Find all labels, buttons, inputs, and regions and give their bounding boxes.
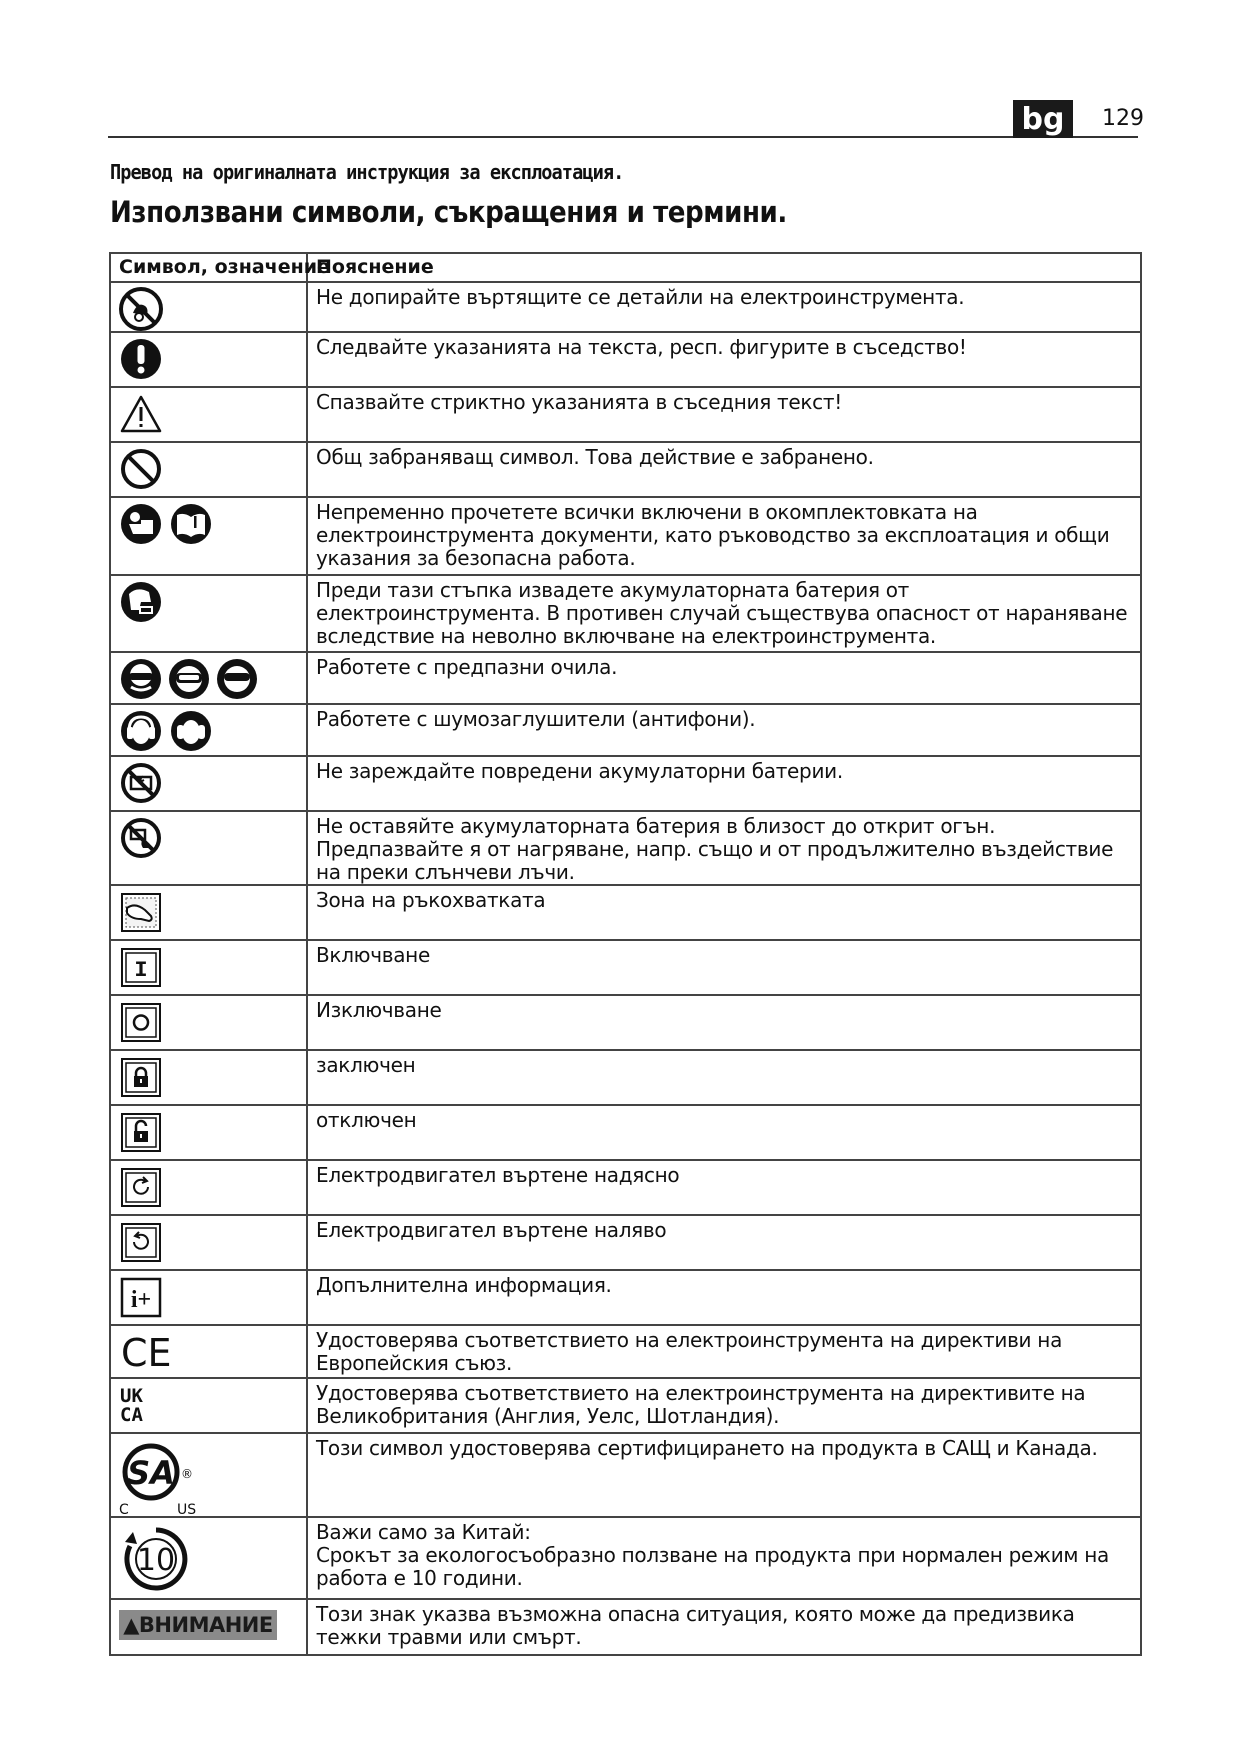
- ukca-mark-icon: [119, 1383, 163, 1427]
- row-text: Допълнителна информация.: [316, 1273, 612, 1297]
- table-row: [110, 1270, 1141, 1325]
- table-row: [110, 282, 1141, 332]
- warning-badge-icon: ▲ВНИМАНИЕ: [119, 1610, 277, 1640]
- china-years-text: 10: [136, 1543, 176, 1578]
- lock-open-icon: [119, 1110, 163, 1154]
- no-touch-rotating-icon: [119, 287, 163, 331]
- row-text: Работете с шумозаглушители (антифони).: [316, 707, 756, 731]
- exclamation-icon: [119, 337, 163, 381]
- row-text: отключен: [316, 1108, 417, 1132]
- read-manual-icon: [119, 502, 215, 546]
- grip-area-icon: [119, 890, 163, 934]
- info-plus-glyph: i+: [130, 1287, 152, 1313]
- symbols-table: [109, 252, 1142, 1656]
- table-row: [110, 704, 1141, 756]
- csa-c-text: C: [119, 1502, 129, 1518]
- row-text: Не зареждайте повредени акумулаторни батерии.: [316, 759, 843, 783]
- row-text: Спазвайте стриктно указанията в съседния текст!: [316, 390, 842, 414]
- table-row: [110, 940, 1141, 995]
- csa-us-text: US: [177, 1502, 197, 1518]
- ear-protection-icon: [119, 709, 215, 753]
- page-title: Използвани символи, съкращения и термини.: [110, 195, 787, 229]
- rotate-left-icon: [119, 1220, 163, 1264]
- no-fire-battery-icon: [119, 816, 163, 860]
- row-text: Не оставяйте акумулаторната батерия в близост до открит огън. Предпазвайте я от нагряване, напр. също и от продължително въздействие на преки слънчеви лъчи.: [316, 814, 1114, 884]
- header-symbol: Символ, означение: [110, 253, 307, 282]
- row-text: Не допирайте въртящите се детайли на електроинструмента.: [316, 285, 965, 309]
- row-text: Електродвигател въртене надясно: [316, 1163, 680, 1187]
- no-charge-damaged-battery-icon: [119, 761, 163, 805]
- row-text: Преди тази стъпка извадете акумулаторната батерия от електроинструмента. В противен случай съществува опасност от нараняване вследствие на неволно включване на електроинструмента.: [316, 578, 1128, 648]
- row-text: Удостоверява съответствието на електроинструмента на директиви на Европейския съюз.: [316, 1328, 1063, 1375]
- prohibition-icon: [119, 447, 163, 491]
- row-text: заключен: [316, 1053, 416, 1077]
- document-subtitle: Превод на оригиналната инструкция за експлоатация.: [110, 160, 624, 184]
- table-row: [110, 885, 1141, 940]
- csa-mark-icon: [119, 1438, 209, 1516]
- row-text: Този знак указва възможна опасна ситуация, която може да предизвика тежки травми или смърт.: [316, 1602, 1075, 1649]
- power-on-glyph: I: [134, 958, 148, 983]
- row-text: Този символ удостоверява сертифицирането на продукта в САЩ и Канада.: [316, 1436, 1098, 1460]
- row-text: Изключване: [316, 998, 442, 1022]
- csa-reg-mark: ®: [181, 1467, 193, 1481]
- rotate-right-icon: [119, 1165, 163, 1209]
- remove-battery-icon: [119, 580, 163, 624]
- row-text: Следвайте указанията на текста, респ. фигурите в съседство!: [316, 335, 967, 359]
- table-header-row: [110, 253, 1141, 282]
- header-explanation: Пояснение: [307, 253, 1141, 282]
- row-text-line2: Срокът за екологосъобразно ползване на продукта при нормален режим на работа е 10 години.: [316, 1543, 1110, 1590]
- ukca-bottom-text: CA: [120, 1404, 143, 1426]
- table-row: [110, 1517, 1141, 1599]
- table-row: [110, 1433, 1141, 1517]
- page-number: 129: [1102, 106, 1144, 131]
- ce-mark-text: CE: [121, 1331, 172, 1375]
- ukca-top-text: UK: [120, 1385, 143, 1407]
- table-row: [110, 756, 1141, 811]
- header-rule: [108, 136, 1138, 138]
- table-row: [110, 332, 1141, 387]
- table-row: [110, 575, 1141, 652]
- table-row: [110, 1160, 1141, 1215]
- table-row: [110, 442, 1141, 497]
- row-text: Общ забраняващ символ. Това действие е забранено.: [316, 445, 874, 469]
- row-text: Зона на ръкохватката: [316, 888, 546, 912]
- safety-goggles-icon: [119, 657, 259, 701]
- table-row: [110, 1378, 1141, 1433]
- csa-mark-text: SA: [127, 1454, 175, 1492]
- lock-closed-icon: [119, 1055, 163, 1099]
- language-badge: bg: [1013, 100, 1073, 138]
- row-text: Удостоверява съответствието на електроинструмента на директивите на Великобритания (Англия, Уелс, Шотландия).: [316, 1381, 1086, 1428]
- row-text: Работете с предпазни очила.: [316, 655, 618, 679]
- row-text: Електродвигател въртене наляво: [316, 1218, 667, 1242]
- table-row: [110, 1599, 1141, 1655]
- warning-triangle-icon: [119, 392, 163, 436]
- china-10-years-icon: [119, 1522, 193, 1596]
- table-row: [110, 1325, 1141, 1378]
- power-on-icon: [119, 945, 163, 989]
- table-row: [110, 811, 1141, 885]
- table-row: [110, 387, 1141, 442]
- row-text: Непременно прочетете всички включени в окомплектовката на електроинструмента документи, като ръководство за експлоатация и общи указания за безопасна работа.: [316, 500, 1110, 570]
- row-text: Включване: [316, 943, 430, 967]
- row-text-line1: Важи само за Китай:: [316, 1520, 531, 1544]
- ce-mark-icon: [119, 1330, 171, 1374]
- table-row: [110, 1215, 1141, 1270]
- table-row: [110, 652, 1141, 704]
- table-row: [110, 995, 1141, 1050]
- info-plus-icon: [119, 1275, 163, 1319]
- power-off-icon: [119, 1000, 163, 1044]
- table-row: [110, 1105, 1141, 1160]
- table-row: [110, 1050, 1141, 1105]
- table-row: [110, 497, 1141, 575]
